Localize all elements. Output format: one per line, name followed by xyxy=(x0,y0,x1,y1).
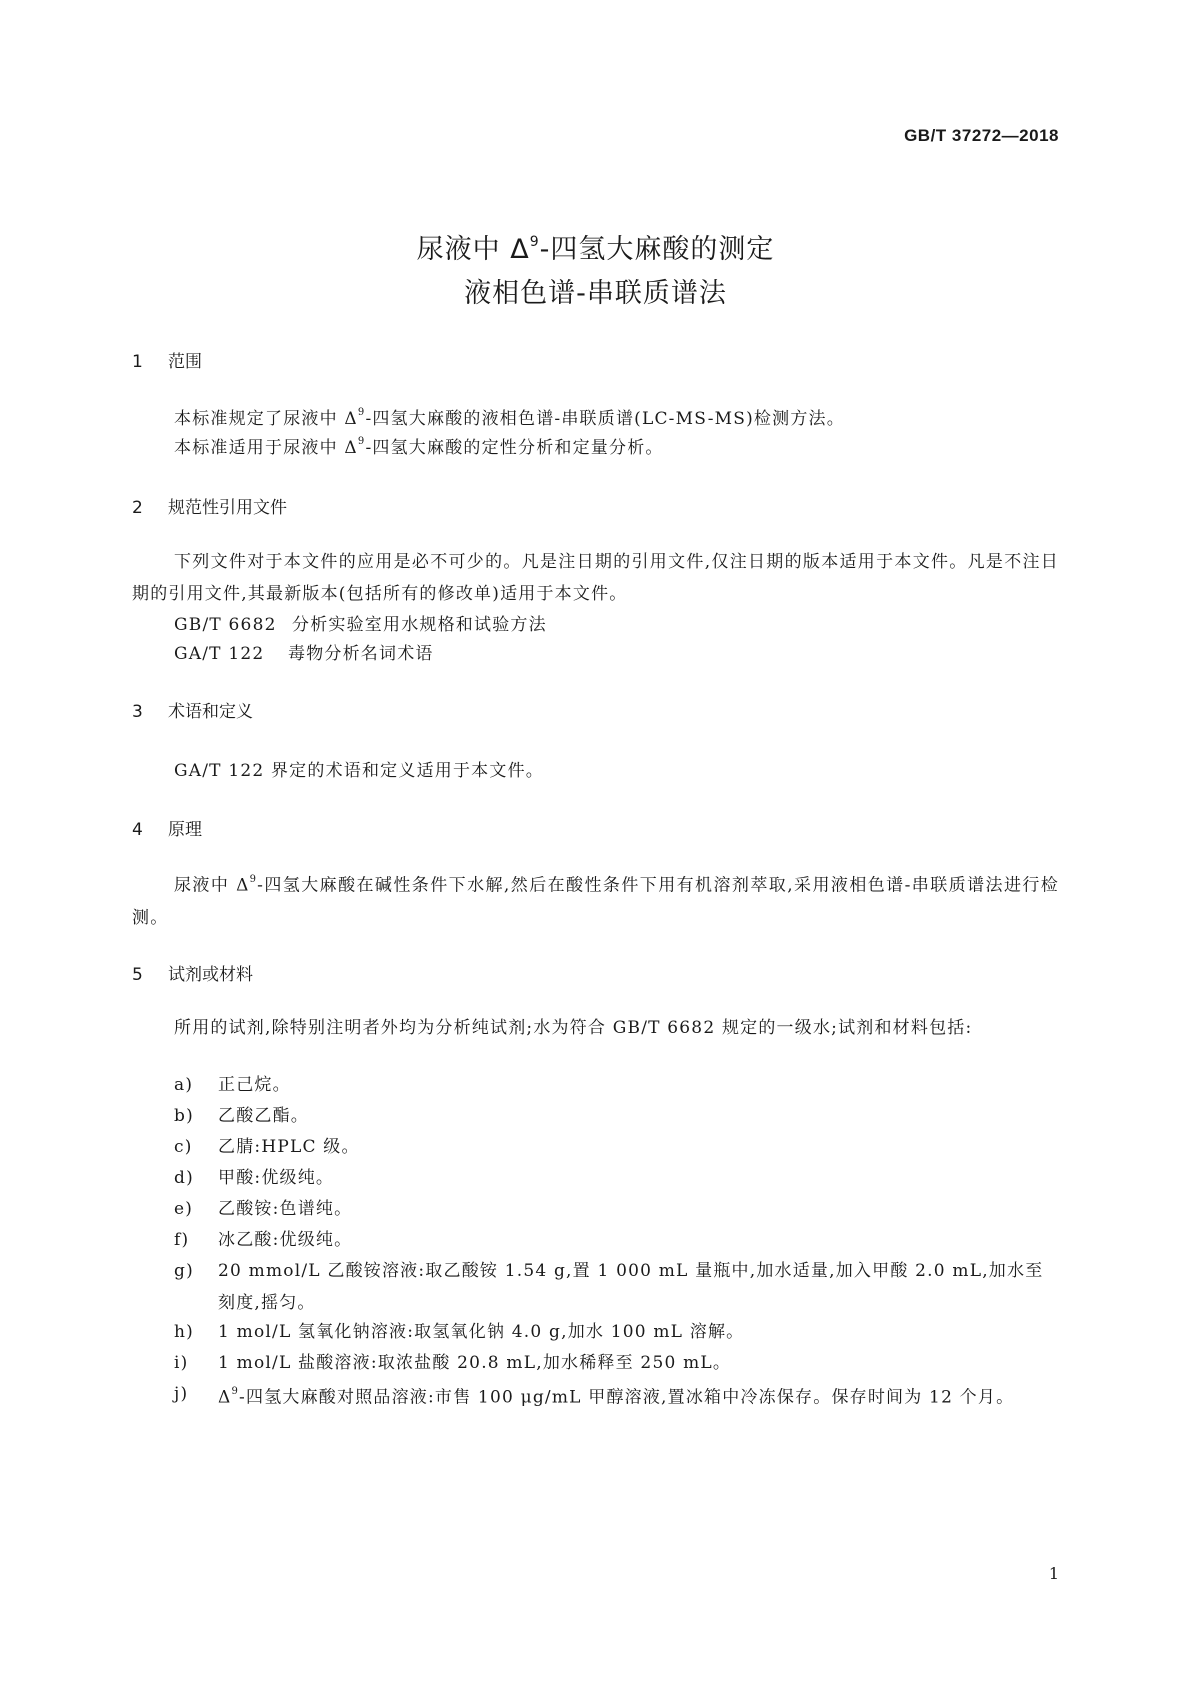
list-item: d) 甲酸:优级纯。 xyxy=(174,1168,335,1188)
document-title xyxy=(0,222,1191,316)
section-3-heading: 3 术语和定义 xyxy=(132,702,253,722)
section-3-text: GA/T 122 界定的术语和定义适用于本文件。 xyxy=(174,761,544,781)
list-item: a) 正己烷。 xyxy=(174,1075,291,1095)
section-1-heading: 1 范围 xyxy=(132,352,202,372)
list-item: j) $\Delta^9-$四氢大麻酸对照品溶液:市售 100 μg/mL 甲醇溶液,置冰箱中冷冻保存。保存时间为 12 个月。 xyxy=(174,1384,1015,1408)
section-2-intro: 下列文件对于本文件的应用是必不可少的。凡是注日期的引用文件,仅注日期的版本适用于本文件。凡是不注日期的引用文件,其最新版本(包括所有的修改单)适用于本文件。 xyxy=(132,552,1059,604)
title-superscript: 9 xyxy=(529,234,540,250)
section-1-paragraph-1: 本标准规定了尿液中 $\Delta^9-$四氢大麻酸的液相色谱-串联质谱(LC-MS-MS)检测方法。 xyxy=(174,407,845,429)
list-item: b) 乙酸乙酯。 xyxy=(174,1106,309,1126)
list-item: i) 1 mol/L 盐酸溶液:取浓盐酸 20.8 mL,加水稀释至 250 mL。 xyxy=(174,1353,732,1373)
section-5-heading: 5 试剂或材料 xyxy=(132,965,253,985)
section-4-text: 尿液中 $\Delta^9-$四氢大麻酸在碱性条件下水解,然后在酸性条件下用有机溶剂萃取,采用液相色谱-串联质谱法进行检测。 xyxy=(132,874,1059,928)
section-2-heading: 2 规范性引用文件 xyxy=(132,498,287,518)
list-item: c) 乙腈:HPLC 级。 xyxy=(174,1137,360,1157)
title-line-2: 液相色谱-串联质谱法 xyxy=(464,278,727,309)
title-line-1: 尿液中 $\Delta^9-$四氢大麻酸的测定 xyxy=(416,234,775,265)
section-4-heading: 4 原理 xyxy=(132,820,202,840)
reference-item: GB/T 6682 分析实验室用水规格和试验方法 xyxy=(174,615,547,635)
standard-number: GB/T 37272—2018 xyxy=(904,126,1059,145)
reference-item: GA/T 122 毒物分析名词术语 xyxy=(174,644,434,664)
section-5-intro: 所用的试剂,除特别注明者外均为分析纯试剂;水为符合 GB/T 6682 规定的一级水;试剂和材料包括: xyxy=(174,1018,973,1038)
page-number: 1 xyxy=(1048,1564,1059,1583)
list-item: e) 乙酸铵:色谱纯。 xyxy=(174,1199,353,1219)
list-item: g) 20 mmol/L 乙酸铵溶液:取乙酸铵 1.54 g,置 1 000 mL 量瓶中,加水适量,加入甲酸 2.0 mL,加水至刻度,摇匀。 xyxy=(174,1261,1044,1313)
list-item: h) 1 mol/L 氢氧化钠溶液:取氢氧化钠 4.0 g,加水 100 mL 溶解。 xyxy=(174,1322,745,1342)
section-1-paragraph-2: 本标准适用于尿液中 $\Delta^9-$四氢大麻酸的定性分析和定量分析。 xyxy=(174,436,664,458)
list-item: f) 冰乙酸:优级纯。 xyxy=(174,1230,353,1250)
